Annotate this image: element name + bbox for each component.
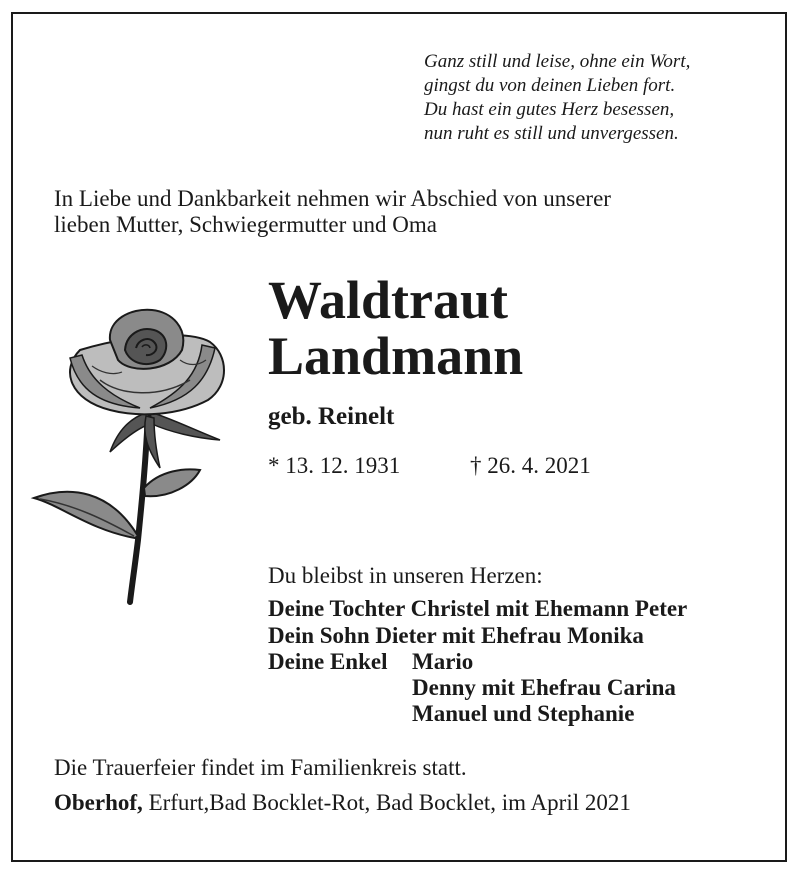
birth-date: * 13. 12. 1931 — [268, 453, 401, 478]
poem-line: Du hast ein gutes Herz besessen, — [424, 99, 675, 120]
place-date — [54, 789, 631, 817]
grandchild-name: Denny mit Ehefrau Carina — [412, 675, 676, 700]
deceased-name — [268, 272, 523, 384]
place-list: Erfurt,Bad Bocklet-Rot, Bad Bocklet, im April 2021 — [142, 790, 631, 815]
place-main: Oberhof, — [54, 790, 143, 815]
funeral-note: Die Trauerfeier findet im Familienkreis statt. — [54, 755, 467, 780]
first-name: Waldtraut — [268, 270, 509, 330]
intro-line: lieben Mutter, Schwiegermutter und Oma — [54, 212, 437, 237]
last-name: Landmann — [268, 326, 524, 386]
death-date: † 26. 4. 2021 — [470, 453, 591, 478]
grandchild-name: Manuel und Stephanie — [412, 701, 635, 726]
poem-line: nun ruht es still und unvergessen. — [424, 123, 679, 144]
maiden-name: geb. Reinelt — [268, 403, 395, 430]
poem — [424, 50, 690, 146]
grandchild-name: Mario — [412, 649, 474, 674]
mourners-heading: Du bleibst in unseren Herzen: — [268, 563, 543, 588]
intro-text — [54, 186, 611, 238]
mourner-daughter: Deine Tochter Christel mit Ehemann Peter — [268, 596, 688, 621]
grandchildren-label: Deine Enkel — [268, 649, 388, 674]
poem-line: gingst du von deinen Lieben fort. — [424, 75, 676, 96]
mourner-son: Dein Sohn Dieter mit Ehefrau Monika — [268, 623, 644, 648]
intro-line: In Liebe und Dankbarkeit nehmen wir Abschied von unserer — [54, 186, 611, 211]
poem-line: Ganz still und leise, ohne ein Wort, — [424, 51, 691, 72]
rose-icon — [30, 300, 230, 610]
